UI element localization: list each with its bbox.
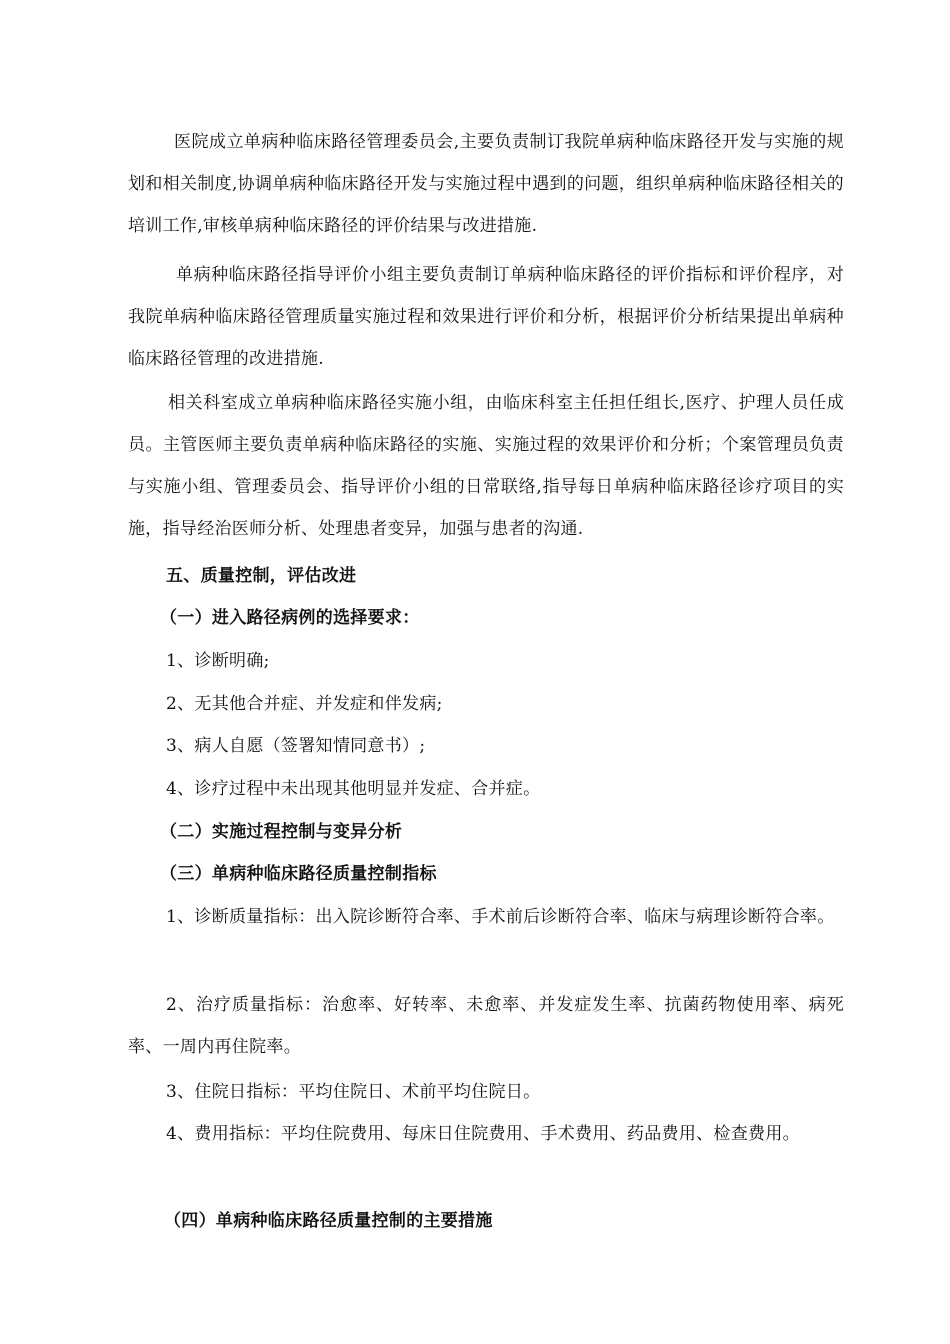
list-item: 4、费用指标：平均住院费用、每床日住院费用、手术费用、药品费用、检查费用。: [166, 1124, 800, 1144]
list-item: 1、诊断明确;: [166, 651, 270, 671]
list-item: 2、治疗质量指标：治愈率、好转率、未愈率、并发症发生率、抗菌药物使用率、病死率、一周内再住院率。: [128, 995, 844, 1057]
subsection-2-heading: （二）实施过程控制与变异分析: [160, 822, 403, 842]
subsection-4-heading: （四）单病种临床路径质量控制的主要措施: [164, 1211, 493, 1231]
paragraph-evaluation-group: 单病种临床路径指导评价小组主要负责制订单病种临床路径的评价指标和评价程序，对我院单病种临床路径管理质量实施过程和效果进行评价和分析，根据评价分析结果提出单病种临床路径管理的改进措施.: [128, 265, 844, 369]
list-item: 1、诊断质量指标：出入院诊断符合率、手术前后诊断符合率、临床与病理诊断符合率。: [166, 907, 835, 927]
list-item: 3、病人自愿（签署知情同意书）;: [166, 736, 426, 756]
paragraph-committee: 医院成立单病种临床路径管理委员会,主要负责制订我院单病种临床路径开发与实施的规划和相关制度,协调单病种临床路径开发与实施过程中遇到的问题，组织单病种临床路径相关的培训工作,审核单病种临床路径的评价结果与改进措施.: [128, 132, 844, 236]
section-5-heading: 五、质量控制，评估改进: [166, 566, 357, 586]
list-item: 2、无其他合并症、并发症和伴发病;: [166, 694, 443, 714]
list-item: 4、诊疗过程中未出现其他明显并发症、合并症。: [166, 779, 541, 799]
list-item: 3、住院日指标：平均住院日、术前平均住院日。: [166, 1082, 541, 1102]
paragraph-implementation-group: 相关科室成立单病种临床路径实施小组，由临床科室主任担任组长,医疗、护理人员任成员。主管医师主要负责单病种临床路径的实施、实施过程的效果评价和分析；个案管理员负责与实施小组、管理委员会、指导评价小组的日常联络,指导每日单病种临床路径诊疗项目的实施，指导经治医师分析、处理患者变异，加强与患者的沟通.: [128, 393, 844, 539]
subsection-1-heading: （一）进入路径病例的选择要求：: [160, 608, 420, 628]
subsection-3-heading: （三）单病种临床路径质量控制指标: [160, 864, 437, 884]
